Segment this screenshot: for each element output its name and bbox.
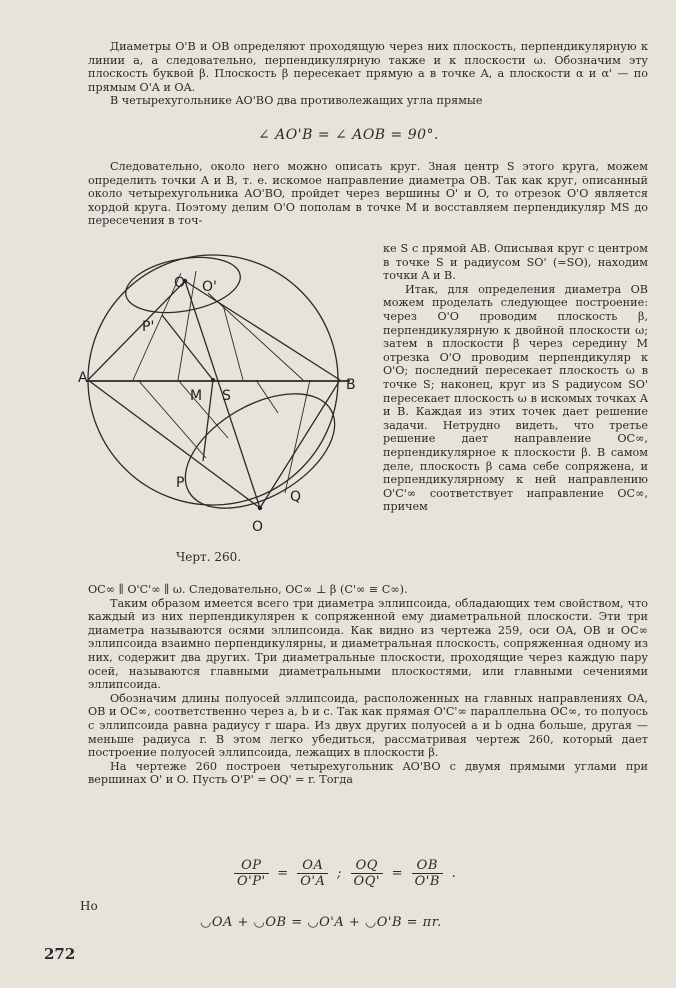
paragraph-7: На чертеже 260 построен четырехугольник AO'BO с двумя прямыми углами при вершинах O' и O. Пусть O'P' = OQ' = r. Тогда — [88, 759, 648, 787]
fraction-numerator: OA — [297, 858, 328, 874]
paragraph-3-top: Следовательно, около него можно описать круг. Зная центр S этого круга, можем определить точки A и B, т. е. искомое направление диаметра OB. Так как круг, описанный около четырехугольника AO'BO, пройдет через вершины O' и O, то отрезок O'O является хордой круга. Поэтому делим O'O пополам в точке M и восставляем перпендикуляр MS до пересечения в точ- — [88, 160, 648, 228]
formula-proportions — [230, 858, 456, 889]
line-otop-b — [185, 281, 340, 380]
paragraph-1: Диаметры O'B и OB определяют проходящую через них плоскость, перпендикулярную к линии a, а следовательно, перпендикулярную также и к плоскости ω. Обозначим эту плоскость буквой β. Плоскость β пересекает прямую a в точке A, а плоскости α и α' — по прямым O'A и OA. — [88, 40, 648, 94]
fraction-denominator: OQ' — [353, 874, 380, 889]
paragraph-3-side: ке S с прямой AB. Описывая круг с центром в точке S и радиусом SO' (=SO), находим точки A и B. — [383, 242, 648, 283]
point-s — [211, 378, 215, 382]
equals-sign: = — [277, 866, 289, 881]
label-m: M — [190, 388, 203, 404]
label-a: A — [78, 370, 88, 386]
figure-260 — [78, 243, 368, 543]
paragraph-2: В четырехугольнике AO'BO два противолежащих угла прямые — [110, 94, 483, 108]
fraction-op-over-opprime — [234, 858, 269, 889]
fraction-oa-over-oprimea — [297, 858, 328, 889]
line-p — [203, 380, 213, 461]
label-p: P — [176, 475, 185, 491]
point-o-bottom — [258, 506, 262, 510]
fraction-oq-over-oqprime — [351, 858, 383, 889]
label-p-prime: P' — [142, 319, 155, 335]
label-o-top: O — [174, 275, 186, 291]
label-o-prime: O' — [202, 279, 217, 295]
formula-separator: ; — [337, 866, 342, 881]
equals-sign: = — [391, 866, 403, 881]
text-block-top — [88, 40, 648, 108]
line-a-obottom — [88, 380, 260, 508]
formula-angles: ∠ AO'B = ∠ AOB = 90°. — [258, 127, 439, 143]
text-block-middle — [88, 160, 648, 228]
figure-caption: Черт. 260. — [176, 550, 242, 564]
fraction-denominator: O'P' — [237, 874, 266, 889]
label-b: B — [346, 377, 356, 393]
paragraph-5: Таким образом имеется всего три диаметра эллипсоида, обладающих тем свойством, что каждый из них перпендикулярен к сопряженной ему диаметральной плоскости. Эти три диаметра называются осями эллипсоида. Как видно из чертежа 259, оси OA, OB и OC∞ эллипсоида взаимно перпендикулярны, и диаметральная плоскость, сопряженная одному из них, содержит два других. Три диаметральные плоскости, проходящие через каждую пару осей, называются главными диаметральными плоскостями, или главными сечениями эллипсоида. — [88, 596, 648, 692]
fraction-ob-over-oprimeb — [412, 858, 443, 889]
fraction-numerator: OP — [234, 858, 269, 874]
text-block-side — [383, 242, 648, 514]
formula-arcs: ◡OA + ◡OB = ◡O'A + ◡O'B = πr. — [200, 915, 442, 930]
formula-end: . — [451, 866, 457, 881]
line-after-figure: OC∞ ∥ O'C'∞ ∥ ω. Следовательно, OC∞ ⊥ β (C'∞ ≡ C∞). — [88, 583, 408, 596]
label-s: S — [222, 388, 231, 404]
label-q: Q — [290, 489, 302, 505]
label-o-bottom: O — [252, 519, 264, 535]
hatch-6 — [208, 293, 303, 380]
fraction-denominator: O'B — [414, 874, 440, 889]
page-number: 272 — [44, 945, 76, 963]
text-block-bottom — [88, 583, 648, 787]
conjunction-no: Но — [80, 899, 98, 913]
fraction-numerator: OB — [412, 858, 443, 874]
fraction-numerator: OQ — [351, 858, 383, 874]
paragraph-4-side: Итак, для определения диаметра OB можем проделать следующее построение: через O'O проводим плоскость β, перпендикулярную к двойной плоскости ω; затем в плоскости β через середину M отрезка O'O проводим перпендикуляр к O'O; последний пересекает плоскость ω в точке S; наконец, круг из S радиусом SO' пересекает плоскость ω в искомых точках A и B. Каждая из этих точек дает решение задачи. Нетрудно видеть, что третье решение дает направление OC∞, перпендикулярное к плоскости β. В самом деле, плоскость β сама себе сопряжена, и перпендикулярному к ней направлению O'C'∞ соответствует направление OC∞, причем — [383, 282, 648, 514]
construction-drawing — [78, 243, 368, 543]
paragraph-6: Обозначим длины полуосей эллипсоида, расположенных на главных направлениях OA, OB и OC∞, соответственно через a, b и c. Так как прямая O'C'∞ параллельна OC∞, то полуось c эллипсоида равна радиусу r шара. Из двух других полуосей a и b одна больше, другая — меньше радиуса r. В этом легко убедиться, рассматривая чертеж 260, который дает построение полуосей эллипсоида, лежащих в плоскости β. — [88, 691, 648, 760]
fraction-denominator: O'A — [300, 874, 326, 889]
hatch-8 — [285, 380, 310, 493]
